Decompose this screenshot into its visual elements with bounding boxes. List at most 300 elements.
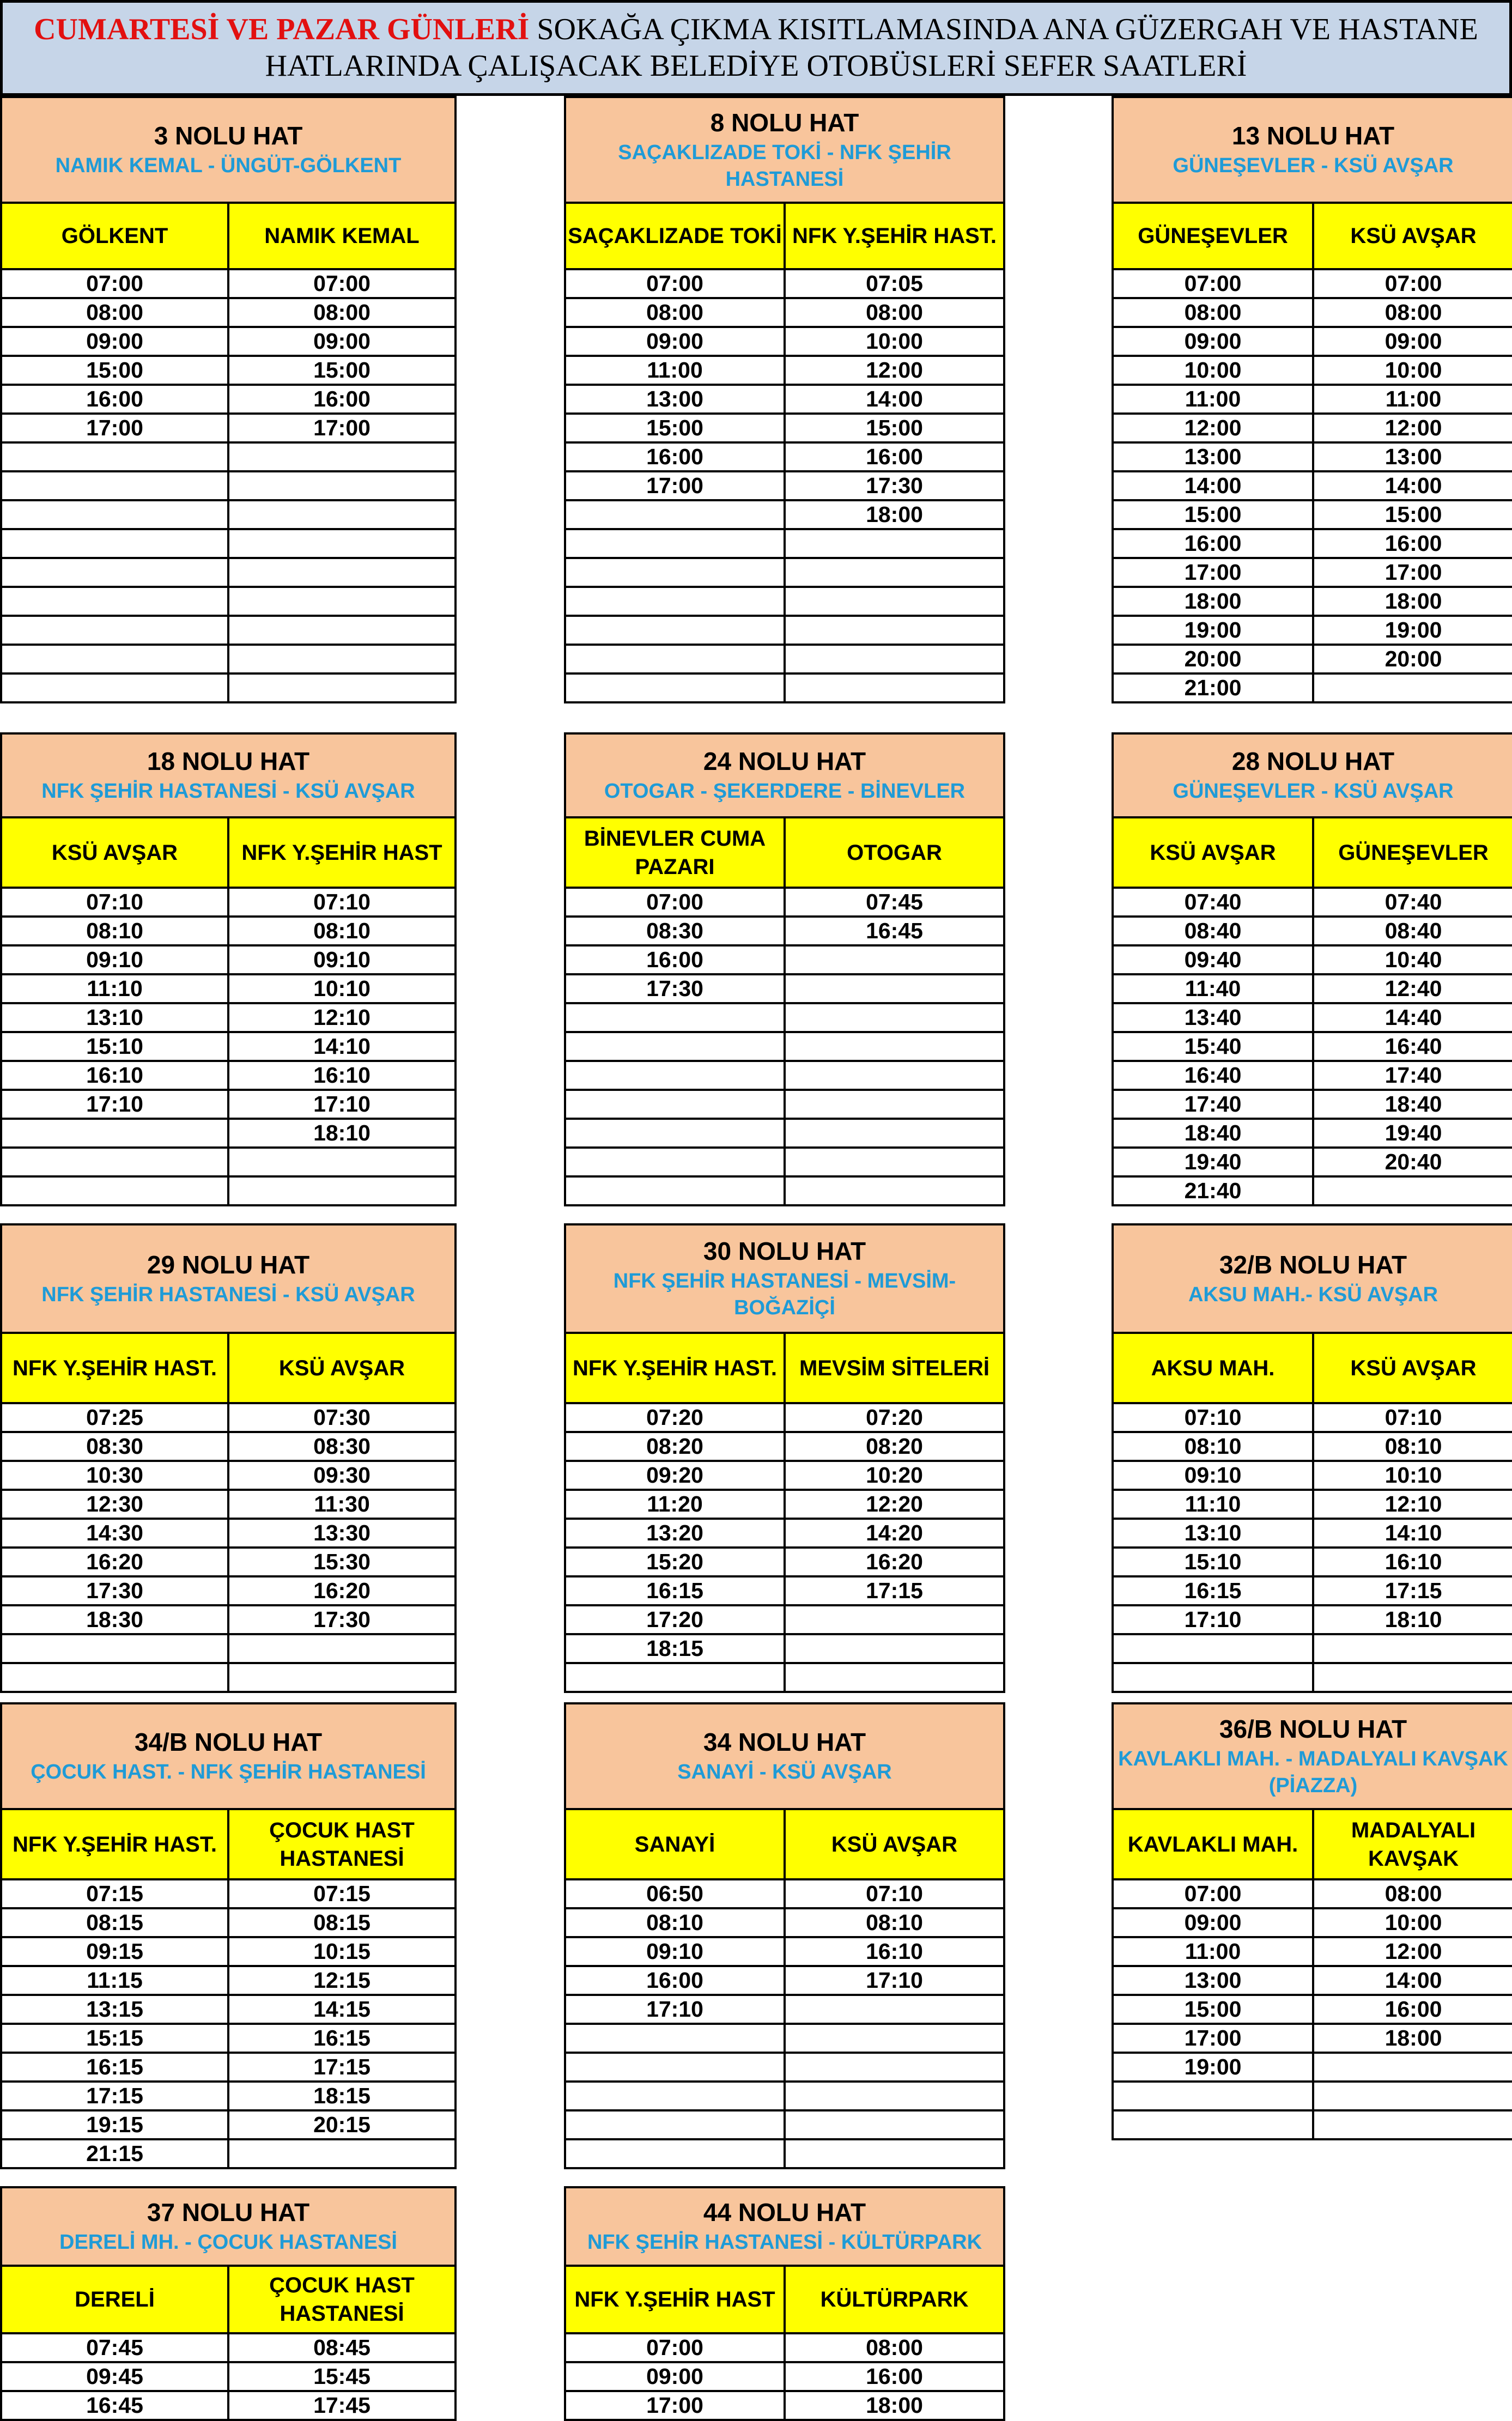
table-row <box>1113 1908 1512 1937</box>
departure-time: 20:00 <box>1313 645 1512 673</box>
table-row <box>1 1966 456 1995</box>
table-row <box>1113 645 1512 673</box>
departure-time: 08:10 <box>1113 1432 1313 1461</box>
departure-time: 06:50 <box>565 1879 785 1908</box>
departure-time: 09:00 <box>565 2362 785 2391</box>
departure-time <box>785 529 1004 558</box>
departure-time: 20:15 <box>228 2110 456 2139</box>
departure-time: 09:00 <box>228 327 456 356</box>
departure-time: 09:15 <box>1 1937 228 1966</box>
table-row <box>565 616 1004 645</box>
departure-time: 08:30 <box>228 1432 456 1461</box>
table-row <box>565 974 1004 1003</box>
departure-time <box>785 616 1004 645</box>
table-row <box>1113 1032 1512 1061</box>
departure-time <box>1113 1663 1313 1692</box>
departure-time: 08:10 <box>565 1908 785 1937</box>
route-block <box>0 732 457 1206</box>
departure-time <box>785 1003 1004 1032</box>
departure-time: 14:00 <box>785 385 1004 414</box>
departure-time: 07:30 <box>228 1403 456 1432</box>
route-table <box>1112 96 1512 703</box>
departure-time: 18:00 <box>785 2391 1004 2420</box>
departure-time: 21:40 <box>1113 1176 1313 1205</box>
departure-time: 13:10 <box>1113 1519 1313 1548</box>
table-row <box>1113 1090 1512 1119</box>
departure-time <box>785 1663 1004 1692</box>
departure-time: 16:40 <box>1313 1032 1512 1061</box>
departure-time: 09:10 <box>1113 1461 1313 1490</box>
route-block <box>564 732 1005 1206</box>
table-row <box>1113 1519 1512 1548</box>
departure-time: 07:00 <box>565 888 785 917</box>
departure-time: 07:40 <box>1313 888 1512 917</box>
departure-time <box>228 558 456 587</box>
departure-time: 16:00 <box>1313 529 1512 558</box>
departure-time: 07:00 <box>565 2333 785 2362</box>
route-number: 28 NOLU HAT <box>1231 747 1395 776</box>
departure-time: 16:45 <box>1 2391 228 2420</box>
departure-time <box>228 2139 456 2168</box>
table-row <box>1113 1403 1512 1432</box>
route-path: DERELİ MH. - ÇOCUK HASTANESİ <box>59 2231 397 2254</box>
table-row <box>565 529 1004 558</box>
table-row <box>1 1605 456 1634</box>
table-row <box>565 414 1004 442</box>
departure-time: 07:45 <box>785 888 1004 917</box>
departure-time <box>1 1119 228 1148</box>
route-table <box>564 732 1005 1206</box>
departure-time: 17:30 <box>228 1605 456 1634</box>
departure-time <box>565 2024 785 2053</box>
table-row <box>1113 327 1512 356</box>
departure-time: 18:00 <box>1113 587 1313 616</box>
table-row <box>1 356 456 385</box>
departure-time: 09:10 <box>565 1937 785 1966</box>
table-row <box>1 974 456 1003</box>
departure-time <box>1313 673 1512 702</box>
departure-time: 08:20 <box>785 1432 1004 1461</box>
route-title-cell <box>565 733 1004 817</box>
departure-time: 17:15 <box>1313 1576 1512 1605</box>
table-row <box>1 1519 456 1548</box>
table-row <box>1113 1148 1512 1176</box>
departure-time: 16:00 <box>1313 1995 1512 2024</box>
departure-time: 16:20 <box>785 1548 1004 1576</box>
route-block <box>564 96 1005 703</box>
departure-time: 16:20 <box>228 1576 456 1605</box>
departure-time <box>785 2110 1004 2139</box>
departure-time: 11:30 <box>228 1490 456 1519</box>
table-row <box>1 917 456 945</box>
table-row <box>1113 1663 1512 1692</box>
departure-time <box>228 616 456 645</box>
table-row <box>1 1576 456 1605</box>
departure-time: 16:00 <box>565 442 785 471</box>
departure-time: 16:10 <box>785 1937 1004 1966</box>
departure-time: 09:00 <box>1113 1908 1313 1937</box>
route-title-cell <box>1 1703 456 1809</box>
departure-time: 15:30 <box>228 1548 456 1576</box>
route-title-cell <box>1 97 456 203</box>
stop-header: KSÜ AVŞAR <box>228 1333 456 1403</box>
departure-time <box>565 2082 785 2110</box>
table-row <box>1 1148 456 1176</box>
table-row <box>1 529 456 558</box>
table-row <box>565 1032 1004 1061</box>
table-row <box>1113 2110 1512 2139</box>
departure-time <box>565 1119 785 1148</box>
table-row <box>1 298 456 327</box>
route-path: ÇOCUK HAST. - NFK ŞEHİR HASTANESİ <box>31 1761 426 1784</box>
table-row <box>1 1061 456 1090</box>
departure-time <box>785 2024 1004 2053</box>
departure-time: 08:30 <box>1 1432 228 1461</box>
route-title-cell <box>565 97 1004 203</box>
table-row <box>1 587 456 616</box>
table-row <box>1113 500 1512 529</box>
table-row <box>1 1663 456 1692</box>
stop-header: MEVSİM SİTELERİ <box>785 1333 1004 1403</box>
table-row <box>1113 945 1512 974</box>
table-row <box>1 1908 456 1937</box>
route-number: 29 NOLU HAT <box>147 1250 310 1279</box>
route-title-cell <box>1113 1703 1512 1809</box>
departure-time <box>1 616 228 645</box>
table-row <box>1113 529 1512 558</box>
departure-time: 11:00 <box>565 356 785 385</box>
table-row <box>565 945 1004 974</box>
table-row <box>1 1032 456 1061</box>
stop-header: SANAYİ <box>565 1809 785 1879</box>
route-title-cell <box>565 1703 1004 1809</box>
departure-time <box>1 645 228 673</box>
departure-time: 13:00 <box>1113 1966 1313 1995</box>
table-row <box>1113 298 1512 327</box>
table-row <box>565 2082 1004 2110</box>
departure-time <box>1313 1663 1512 1692</box>
route-number: 44 NOLU HAT <box>703 2198 866 2227</box>
departure-time: 11:00 <box>1313 385 1512 414</box>
table-row <box>1113 1966 1512 1995</box>
table-row <box>1 269 456 298</box>
departure-time: 10:00 <box>1313 1908 1512 1937</box>
departure-time: 08:00 <box>1 298 228 327</box>
departure-time: 15:00 <box>1313 500 1512 529</box>
table-row <box>565 2362 1004 2391</box>
departure-time: 09:30 <box>228 1461 456 1490</box>
table-row <box>1113 2053 1512 2082</box>
departure-time <box>565 1148 785 1176</box>
table-row <box>565 2110 1004 2139</box>
departure-time: 19:00 <box>1113 616 1313 645</box>
stop-header: OTOGAR <box>785 817 1004 888</box>
departure-time: 18:30 <box>1 1605 228 1634</box>
table-row <box>1113 673 1512 702</box>
table-row <box>1 1995 456 2024</box>
table-row <box>1 645 456 673</box>
departure-time <box>228 1634 456 1663</box>
departure-time <box>785 673 1004 702</box>
route-path: NAMIK KEMAL - ÜNGÜT-GÖLKENT <box>55 154 402 178</box>
route-table <box>0 1702 457 2169</box>
departure-time: 13:30 <box>228 1519 456 1548</box>
departure-time: 17:15 <box>785 1576 1004 1605</box>
departure-time: 12:00 <box>1313 414 1512 442</box>
departure-time: 20:00 <box>1113 645 1313 673</box>
departure-time <box>1113 2082 1313 2110</box>
departure-time <box>565 500 785 529</box>
route-title-cell <box>565 2187 1004 2266</box>
departure-time <box>565 2053 785 2082</box>
table-row <box>1 1634 456 1663</box>
table-row <box>1 2024 456 2053</box>
departure-time <box>1113 2110 1313 2139</box>
route-table <box>0 732 457 1206</box>
table-row <box>565 471 1004 500</box>
stop-header: BİNEVLER CUMA PAZARI <box>565 817 785 888</box>
departure-time <box>1313 1176 1512 1205</box>
table-row <box>565 1403 1004 1432</box>
departure-time: 14:20 <box>785 1519 1004 1548</box>
table-row <box>1113 442 1512 471</box>
departure-time: 16:10 <box>1313 1548 1512 1576</box>
route-title-cell <box>565 1224 1004 1333</box>
departure-time <box>228 1663 456 1692</box>
departure-time: 08:00 <box>228 298 456 327</box>
departure-time <box>785 1119 1004 1148</box>
table-row <box>1113 2024 1512 2053</box>
departure-time <box>565 1176 785 1205</box>
table-row <box>565 1879 1004 1908</box>
table-row <box>1 2053 456 2082</box>
table-row <box>1113 888 1512 917</box>
departure-time <box>565 1061 785 1090</box>
route-block <box>0 1223 457 1693</box>
departure-time <box>785 1176 1004 1205</box>
table-row <box>1113 414 1512 442</box>
departure-time: 07:00 <box>1 269 228 298</box>
stop-header: GÜNEŞEVLER <box>1113 203 1313 269</box>
route-number: 34/B NOLU HAT <box>134 1728 323 1757</box>
departure-time: 08:00 <box>785 2333 1004 2362</box>
departure-time: 13:00 <box>1313 442 1512 471</box>
departure-time: 16:15 <box>1 2053 228 2082</box>
departure-time: 07:00 <box>1313 269 1512 298</box>
table-row <box>1113 917 1512 945</box>
table-row <box>1 1403 456 1432</box>
stop-header: NFK Y.ŞEHİR HAST. <box>1 1809 228 1879</box>
departure-time: 10:15 <box>228 1937 456 1966</box>
departure-time: 07:00 <box>1113 269 1313 298</box>
route-table <box>0 1223 457 1693</box>
departure-time <box>785 1061 1004 1090</box>
departure-time: 08:15 <box>1 1908 228 1937</box>
table-row <box>565 1090 1004 1119</box>
route-number: 36/B NOLU HAT <box>1219 1714 1407 1743</box>
departure-time: 14:00 <box>1313 1966 1512 1995</box>
route-table <box>1112 1702 1512 2140</box>
header-days: CUMARTESİ VE PAZAR GÜNLERİ <box>34 12 530 46</box>
route-number: 8 NOLU HAT <box>710 108 859 137</box>
stop-header: NFK Y.ŞEHİR HAST. <box>785 203 1004 269</box>
departure-time <box>785 1148 1004 1176</box>
route-title-cell <box>1 2187 456 2266</box>
departure-time: 15:15 <box>1 2024 228 2053</box>
departure-time: 17:00 <box>565 2391 785 2420</box>
table-row <box>565 298 1004 327</box>
departure-time: 12:40 <box>1313 974 1512 1003</box>
departure-time: 11:20 <box>565 1490 785 1519</box>
departure-time <box>228 587 456 616</box>
departure-time <box>785 1090 1004 1119</box>
departure-time: 16:40 <box>1113 1061 1313 1090</box>
departure-time: 10:10 <box>228 974 456 1003</box>
departure-time: 17:15 <box>1 2082 228 2110</box>
table-row <box>1113 1176 1512 1205</box>
stop-header: MADALYALI KAVŞAK <box>1313 1809 1512 1879</box>
departure-time: 07:20 <box>565 1403 785 1432</box>
departure-time: 08:00 <box>1313 1879 1512 1908</box>
table-row <box>1 414 456 442</box>
route-number: 18 NOLU HAT <box>147 747 310 776</box>
route-title-cell <box>1113 97 1512 203</box>
departure-time: 15:45 <box>228 2362 456 2391</box>
departure-time <box>785 1605 1004 1634</box>
table-row <box>1 2139 456 2168</box>
table-row <box>565 645 1004 673</box>
departure-time: 16:20 <box>1 1548 228 1576</box>
departure-time: 21:00 <box>1113 673 1313 702</box>
table-row <box>1113 616 1512 645</box>
departure-time: 07:10 <box>1 888 228 917</box>
departure-time: 07:10 <box>785 1879 1004 1908</box>
table-row <box>1 1119 456 1148</box>
table-row <box>565 1995 1004 2024</box>
departure-time <box>565 1003 785 1032</box>
departure-time: 14:15 <box>228 1995 456 2024</box>
departure-time: 07:25 <box>1 1403 228 1432</box>
table-row <box>565 1908 1004 1937</box>
departure-time: 08:00 <box>785 298 1004 327</box>
route-path: GÜNEŞEVLER - KSÜ AVŞAR <box>1173 154 1454 178</box>
header-line-1 <box>34 11 1478 48</box>
table-row <box>565 1148 1004 1176</box>
departure-time: 12:10 <box>228 1003 456 1032</box>
departure-time: 15:10 <box>1113 1548 1313 1576</box>
departure-time: 18:10 <box>228 1119 456 1148</box>
route-block <box>1112 1702 1512 2140</box>
departure-time: 19:40 <box>1113 1148 1313 1176</box>
route-table <box>564 96 1005 703</box>
table-row <box>565 1937 1004 1966</box>
table-row <box>1 1937 456 1966</box>
departure-time <box>1 673 228 702</box>
departure-time: 13:40 <box>1113 1003 1313 1032</box>
table-row <box>1113 587 1512 616</box>
table-row <box>1113 2082 1512 2110</box>
departure-time: 09:40 <box>1113 945 1313 974</box>
departure-time <box>565 587 785 616</box>
departure-time <box>1313 2082 1512 2110</box>
departure-time: 10:00 <box>1113 356 1313 385</box>
departure-time: 08:40 <box>1113 917 1313 945</box>
departure-time <box>228 442 456 471</box>
departure-time: 17:00 <box>565 471 785 500</box>
departure-time: 17:30 <box>785 471 1004 500</box>
table-row <box>1113 1119 1512 1148</box>
departure-time <box>785 1634 1004 1663</box>
route-path: NFK ŞEHİR HASTANESİ - KSÜ AVŞAR <box>41 1283 415 1306</box>
departure-time <box>785 645 1004 673</box>
departure-time: 08:15 <box>228 1908 456 1937</box>
departure-time: 17:10 <box>565 1995 785 2024</box>
route-path: NFK ŞEHİR HASTANESİ - KÜLTÜRPARK <box>587 2231 982 2254</box>
departure-time <box>785 1995 1004 2024</box>
table-row <box>565 327 1004 356</box>
departure-time: 07:10 <box>228 888 456 917</box>
departure-time: 16:10 <box>228 1061 456 1090</box>
departure-time: 15:10 <box>1 1032 228 1061</box>
stop-header: DERELİ <box>1 2266 228 2333</box>
departure-time: 12:30 <box>1 1490 228 1519</box>
table-row <box>1113 1432 1512 1461</box>
table-row <box>1113 356 1512 385</box>
table-row <box>1113 1879 1512 1908</box>
route-number: 37 NOLU HAT <box>147 2198 310 2227</box>
departure-time: 17:00 <box>1113 558 1313 587</box>
departure-time: 08:10 <box>228 917 456 945</box>
route-number: 3 NOLU HAT <box>154 122 303 150</box>
departure-time <box>785 558 1004 587</box>
departure-time <box>1 1176 228 1205</box>
stop-header: ÇOCUK HAST HASTANESİ <box>228 2266 456 2333</box>
departure-time: 17:00 <box>1113 2024 1313 2053</box>
departure-time <box>1313 2110 1512 2139</box>
departure-time: 16:15 <box>565 1576 785 1605</box>
route-table <box>564 2186 1005 2421</box>
departure-time: 09:00 <box>1113 327 1313 356</box>
departure-time: 14:00 <box>1113 471 1313 500</box>
departure-time: 16:10 <box>1 1061 228 1090</box>
departure-time <box>1 471 228 500</box>
route-title-cell <box>1113 733 1512 817</box>
table-row <box>565 2024 1004 2053</box>
departure-time: 15:00 <box>1113 1995 1313 2024</box>
table-row <box>1 673 456 702</box>
departure-time: 15:40 <box>1113 1032 1313 1061</box>
departure-time <box>565 529 785 558</box>
stop-header: KSÜ AVŞAR <box>1 817 228 888</box>
departure-time <box>228 529 456 558</box>
departure-time: 17:10 <box>1 1090 228 1119</box>
table-row <box>565 1003 1004 1032</box>
departure-time: 08:10 <box>785 1908 1004 1937</box>
departure-time: 16:00 <box>228 385 456 414</box>
route-path: GÜNEŞEVLER - KSÜ AVŞAR <box>1173 780 1454 803</box>
stop-header: KSÜ AVŞAR <box>1313 203 1512 269</box>
departure-time: 15:00 <box>1 356 228 385</box>
stop-header: KSÜ AVŞAR <box>1313 1333 1512 1403</box>
route-table <box>0 96 457 703</box>
route-path: NFK ŞEHİR HASTANESİ - MEVSİM-BOĞAZİÇİ <box>613 1270 956 1320</box>
departure-time: 18:40 <box>1313 1090 1512 1119</box>
departure-time: 13:10 <box>1 1003 228 1032</box>
table-row <box>565 442 1004 471</box>
departure-time: 19:00 <box>1113 2053 1313 2082</box>
stop-header: KSÜ AVŞAR <box>785 1809 1004 1879</box>
route-table <box>564 1702 1005 2169</box>
